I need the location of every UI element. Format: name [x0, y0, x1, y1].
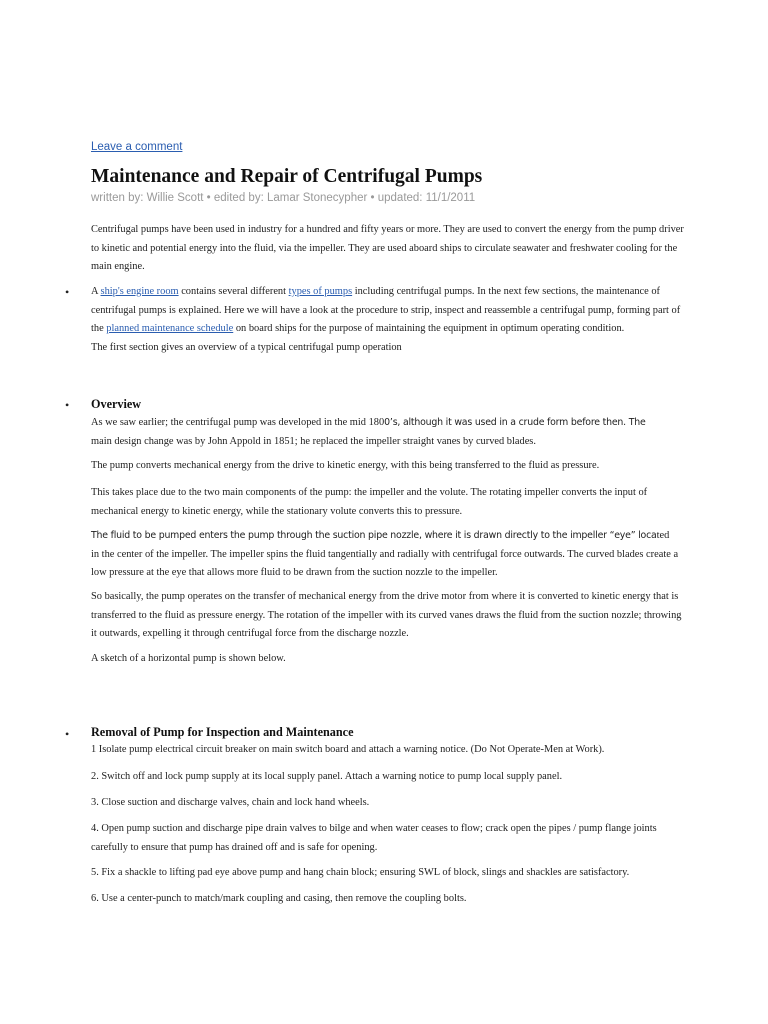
- bullet-icon: •: [65, 285, 70, 299]
- byline: written by: Willie Scott • edited by: Lamar Stonecypher • updated: 11/1/2011: [91, 192, 476, 204]
- overview-paragraph-5: So basically, the pump operates on the transfer of mechanical energy from the drive motor from where it is converted to kinetic energy that is transferred to the fluid as pressure energy. The rotation of the impeller with its curved vanes draws the fluid from the suction nozzle; throwing it outwards, expelling it through centrifugal force from the discharge nozzle.: [91, 591, 682, 639]
- section1-text-c: including centrifugal pumps. In the next few sections, the maintenance of centrifugal pumps is explained. Here we will have a look at the procedure to strip, inspect and reassemble a centrifugal pump, forming part of the: [91, 286, 681, 334]
- bullet-icon: •: [65, 398, 70, 412]
- intro-paragraph: Centrifugal pumps have been used in industry for a hundred and fifty years or more. They are used to convert the energy from the pump driver to kinetic and potential energy into the fluid, via the impeller. They are used aboard ships to circulate seawater and freshwater cooling for the main engine.: [91, 224, 684, 272]
- overview-p4-text-c: in the center of the impeller. The impeller spins the fluid tangentially and radially with centrifugal force outwards. The curved blades create a low pressure at the eye that allows more fluid to be drawn from the suction nozzle to the impeller.: [91, 548, 679, 578]
- overview-paragraph-6: A sketch of a horizontal pump is shown below.: [91, 653, 286, 664]
- ships-engine-room-link[interactable]: ship's engine room: [100, 286, 179, 297]
- section1-text-d: on board ships for the purpose of maintaining the equipment in optimum operating condition.: [233, 323, 625, 334]
- overview-p4-text-a: The fluid to be pumped enters the pump through the suction pipe nozzle, where it is drawn directly to the impeller “eye” loca: [91, 530, 657, 541]
- overview-paragraph-3: This takes place due to the two main components of the pump: the impeller and the volute. The rotating impeller converts the input of mechanical energy to kinetic energy, while the stationary volute converts this to pressure.: [91, 487, 648, 517]
- leave-comment-link[interactable]: Leave a comment: [91, 141, 183, 153]
- removal-step-6: 6. Use a center-punch to match/mark coupling and casing, then remove the coupling bolts.: [91, 893, 467, 904]
- overview-p1-text-b: 0’s, although it was used in a crude form before then. The: [384, 417, 646, 428]
- section1-paragraph: [91, 283, 686, 357]
- types-of-pumps-link[interactable]: types of pumps: [288, 286, 353, 297]
- bullet-icon: •: [65, 727, 70, 741]
- overview-paragraph-4: [91, 527, 686, 583]
- section1-text-b: contains several different: [178, 286, 289, 297]
- removal-step-3: 3. Close suction and discharge valves, chain and lock hand wheels.: [91, 797, 370, 808]
- overview-paragraph-2: The pump converts mechanical energy from the drive to kinetic energy, with this being transferred to the fluid as pressure.: [91, 460, 600, 471]
- overview-paragraph-1: [91, 414, 686, 451]
- removal-heading: Removal of Pump for Inspection and Maintenance: [91, 725, 354, 739]
- overview-p1-text-c: main design change was by John Appold in 1851; he replaced the impeller straight vanes by curved blades.: [91, 435, 536, 447]
- removal-step-2: 2. Switch off and lock pump supply at its local supply panel. Attach a warning notice to pump local supply panel.: [91, 771, 563, 782]
- planned-maintenance-schedule-link[interactable]: planned maintenance schedule: [106, 323, 234, 334]
- section1-text-e: The first section gives an overview of a typical centrifugal pump operation: [91, 341, 402, 353]
- removal-step-4: 4. Open pump suction and discharge pipe drain valves to bilge and when water ceases to flow; crack open the pipes / pump flange joints carefully to ensure that pump has drained off and is safe for opening.: [91, 823, 657, 853]
- section1-text-a: A: [91, 286, 101, 297]
- removal-step-5: 5. Fix a shackle to lifting pad eye above pump and hang chain block; ensuring SWL of block, slings and shackles are satisfactory.: [91, 867, 630, 878]
- overview-p1-text-a: As we saw earlier; the centrifugal pump was developed in the mid 180: [91, 417, 385, 428]
- overview-p4-text-b: ted: [656, 530, 670, 541]
- removal-step-1: 1 Isolate pump electrical circuit breaker on main switch board and attach a warning notice. (Do Not Operate-Men at Work).: [91, 744, 605, 755]
- article-title: Maintenance and Repair of Centrifugal Pumps: [91, 166, 483, 187]
- overview-heading: Overview: [91, 397, 142, 411]
